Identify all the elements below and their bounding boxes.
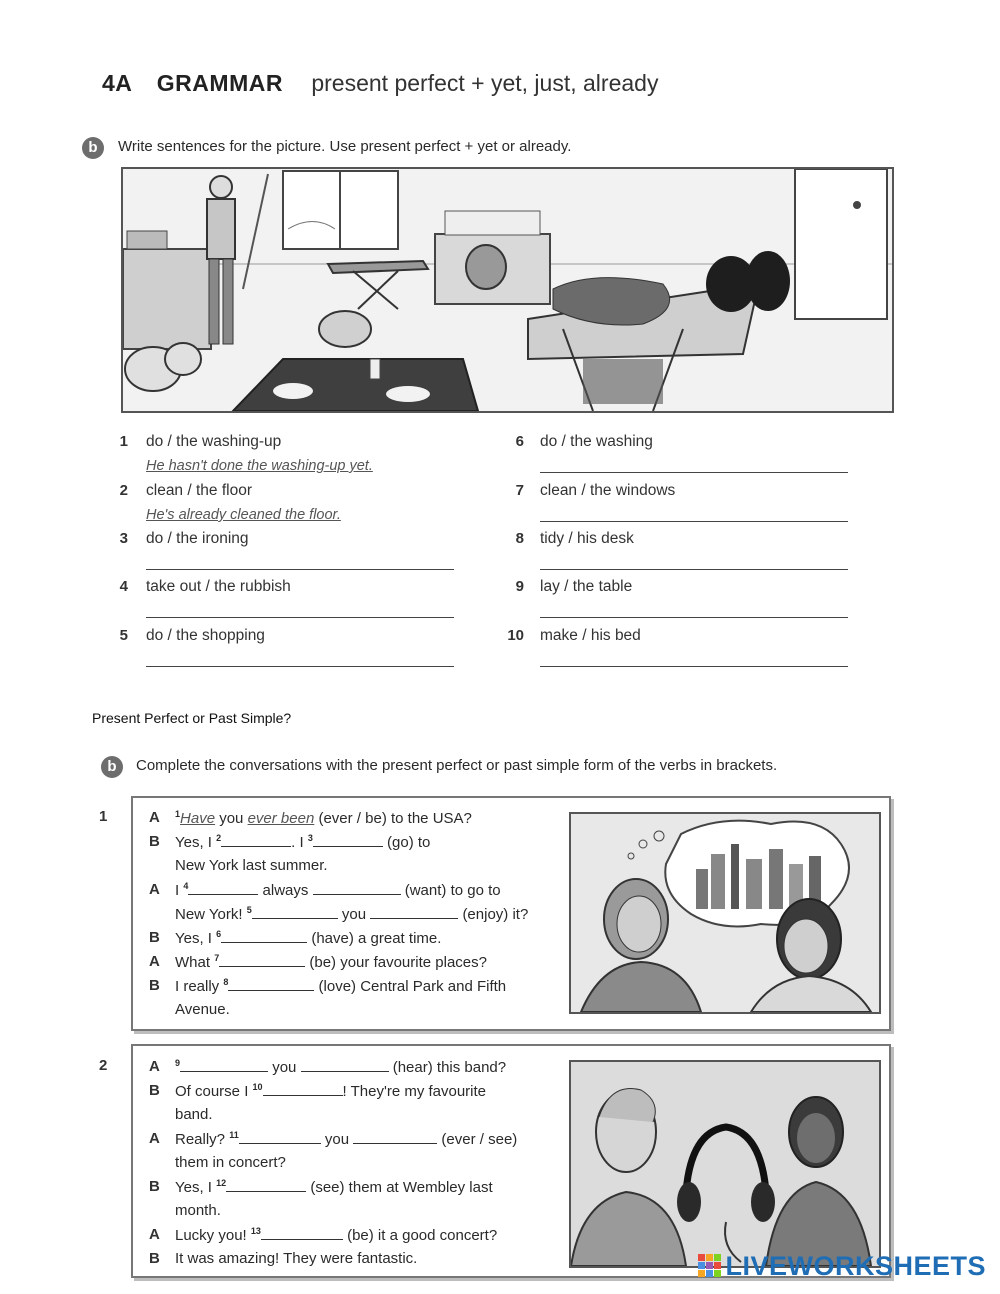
dialogue-text: Lucky you! xyxy=(175,1227,247,1244)
gap-number: 12 xyxy=(216,1178,227,1188)
blank-gap[interactable] xyxy=(221,833,291,847)
dialogue-text: Yes, I xyxy=(175,834,212,851)
unit-code: 4A xyxy=(102,70,133,96)
answer-line[interactable] xyxy=(146,569,454,570)
gap-number: 11 xyxy=(229,1130,239,1140)
dialogue-text: It was amazing! They were fantastic. xyxy=(175,1250,418,1267)
new-york-conversation-illustration xyxy=(569,812,881,1014)
dialogue-text: What xyxy=(175,954,211,971)
dialogue-line xyxy=(175,1082,486,1100)
dialogue-text: New York last summer. xyxy=(175,857,328,874)
blank-gap[interactable] xyxy=(219,953,305,967)
dialogue-line xyxy=(175,857,328,874)
liveworksheets-icon xyxy=(698,1254,722,1278)
exercise-instruction: Write sentences for the picture. Use present perfect + yet or already. xyxy=(118,138,572,155)
speaker-b: B xyxy=(149,1082,160,1099)
dialogue-line xyxy=(175,905,528,923)
gap-number: 10 xyxy=(252,1082,263,1092)
band-conversation-illustration xyxy=(569,1060,881,1268)
dialogue-line xyxy=(175,1202,221,1219)
answer-line[interactable] xyxy=(540,521,848,522)
speaker-a: A xyxy=(149,1226,160,1243)
speaker-b: B xyxy=(149,1178,160,1195)
conversation-number: 1 xyxy=(99,808,108,825)
item-number: 6 xyxy=(515,433,524,450)
speaker-b: B xyxy=(149,833,160,850)
blank-gap[interactable] xyxy=(221,929,307,943)
dialogue-line xyxy=(175,833,430,851)
item-number: 7 xyxy=(515,482,524,499)
dialogue-line xyxy=(175,1058,506,1076)
speaker-b: B xyxy=(149,929,160,946)
dialogue-text: (want) to go to xyxy=(404,882,501,899)
item-prompt: tidy / his desk xyxy=(540,530,634,547)
speaker-b: B xyxy=(149,977,160,994)
blank-gap[interactable] xyxy=(188,881,258,895)
messy-room-illustration xyxy=(121,167,894,413)
dialogue-text: (enjoy) it? xyxy=(462,906,529,923)
blank-gap[interactable] xyxy=(263,1082,343,1096)
dialogue-text: (love) Central Park and Fifth xyxy=(318,978,507,995)
dialogue-line xyxy=(175,881,501,899)
item-prompt: clean / the floor xyxy=(146,482,252,499)
dialogue-line xyxy=(175,1106,213,1123)
speaker-b: B xyxy=(149,1250,160,1267)
men-headphones-drawing xyxy=(571,1062,879,1266)
dialogue-text: (have) a great time. xyxy=(311,930,442,947)
speaker-a: A xyxy=(149,953,160,970)
item-number: 5 xyxy=(119,627,128,644)
answer-line[interactable] xyxy=(540,569,848,570)
blank-gap[interactable] xyxy=(301,1058,389,1072)
gap-number: 2 xyxy=(216,833,222,843)
dialogue-text: you xyxy=(324,1131,350,1148)
dialogue-text: (see) them at Wembley last xyxy=(310,1179,493,1196)
speaker-a: A xyxy=(149,1130,160,1147)
dialogue-text: Avenue. xyxy=(175,1001,230,1018)
blank-gap[interactable] xyxy=(252,905,338,919)
dialogue-text: New York! xyxy=(175,906,243,923)
dialogue-text: I xyxy=(175,882,180,899)
dialogue-line xyxy=(175,1178,493,1196)
dialogue-line xyxy=(175,809,472,827)
watermark-text: LIVEWORKSHEETS xyxy=(725,1251,986,1281)
dialogue-text: you xyxy=(219,810,244,827)
gap-number: 9 xyxy=(175,1058,181,1068)
blank-gap[interactable] xyxy=(180,1058,268,1072)
item-number: 2 xyxy=(119,482,128,499)
women-talking-drawing xyxy=(571,814,879,1012)
example-answer: He's already cleaned the floor. xyxy=(146,507,341,523)
blank-gap[interactable] xyxy=(261,1226,343,1240)
dialogue-text: month. xyxy=(175,1202,221,1219)
item-number: 9 xyxy=(515,578,524,595)
dialogue-text: (go) to xyxy=(387,834,431,851)
room-drawing xyxy=(123,169,892,411)
gap-number: 3 xyxy=(307,833,313,843)
exercise-badge: b xyxy=(101,756,123,778)
dialogue-text: you xyxy=(272,1059,297,1076)
dialogue-text: them in concert? xyxy=(175,1154,286,1171)
gap-number: 5 xyxy=(246,905,252,915)
item-number: 4 xyxy=(119,578,128,595)
dialogue-text: band. xyxy=(175,1106,213,1123)
speaker-a: A xyxy=(149,1058,160,1075)
exercise-instruction: Complete the conversations with the present perfect or past simple form of the verbs in brackets. xyxy=(136,757,778,774)
dialogue-line xyxy=(175,1226,497,1244)
dialogue-text: . I xyxy=(291,834,304,851)
section-subtitle: present perfect + yet, just, already xyxy=(311,70,659,96)
dialogue-line xyxy=(175,1130,517,1148)
item-prompt: do / the washing-up xyxy=(146,433,282,450)
page-title xyxy=(102,70,658,97)
blank-gap[interactable] xyxy=(370,905,458,919)
blank-gap[interactable] xyxy=(353,1130,437,1144)
dialogue-line xyxy=(175,953,487,971)
conversation-box-1 xyxy=(131,796,891,1031)
liveworksheets-logo xyxy=(698,1251,986,1282)
conversation-number: 2 xyxy=(99,1057,108,1074)
dialogue-line xyxy=(175,929,441,947)
blank-gap[interactable] xyxy=(313,881,401,895)
dialogue-text: (be) it a good concert? xyxy=(347,1227,498,1244)
dialogue-text: Yes, I xyxy=(175,930,212,947)
example-answer: He hasn't done the washing-up yet. xyxy=(146,458,373,474)
item-number: 3 xyxy=(119,530,128,547)
answer-line[interactable] xyxy=(146,617,454,618)
dialogue-line xyxy=(175,977,506,995)
gap-number: 7 xyxy=(214,953,220,963)
speaker-a: A xyxy=(149,881,160,898)
example-gap: Have xyxy=(180,810,216,827)
dialogue-text: Yes, I xyxy=(175,1179,212,1196)
item-prompt: clean / the windows xyxy=(540,482,676,499)
answer-line[interactable] xyxy=(540,472,848,473)
dialogue-line xyxy=(175,1001,230,1018)
dialogue-line xyxy=(175,1250,417,1267)
dialogue-text: ! They're my favourite xyxy=(342,1083,487,1100)
section-heading: GRAMMAR xyxy=(156,70,283,96)
blank-gap[interactable] xyxy=(313,833,383,847)
item-prompt: do / the ironing xyxy=(146,530,249,547)
dialogue-text: always xyxy=(262,882,309,899)
item-prompt: make / his bed xyxy=(540,627,641,644)
gap-number: 4 xyxy=(183,881,189,891)
section-title: Present Perfect or Past Simple? xyxy=(92,710,292,726)
item-prompt: do / the shopping xyxy=(146,627,265,644)
dialogue-text: (hear) this band? xyxy=(392,1059,507,1076)
blank-gap[interactable] xyxy=(228,977,314,991)
dialogue-text: I really xyxy=(175,978,220,995)
blank-gap[interactable] xyxy=(226,1178,306,1192)
conversation-box-2 xyxy=(131,1044,891,1278)
item-number: 8 xyxy=(515,530,524,547)
gap-number: 6 xyxy=(216,929,222,939)
dialogue-text: Of course I xyxy=(175,1083,249,1100)
dialogue-text: (ever / see) xyxy=(441,1131,518,1148)
example-gap: ever been xyxy=(247,810,315,827)
dialogue-text: you xyxy=(341,906,367,923)
item-number: 1 xyxy=(119,433,128,450)
item-prompt: do / the washing xyxy=(540,433,653,450)
answer-line[interactable] xyxy=(146,666,454,667)
speaker-a: A xyxy=(149,809,160,826)
dialogue-line xyxy=(175,1154,286,1171)
dialogue-text: Really? xyxy=(175,1131,226,1148)
item-prompt: take out / the rubbish xyxy=(146,578,291,595)
dialogue-text: (be) your favourite places? xyxy=(309,954,487,971)
gap-number: 13 xyxy=(250,1226,261,1236)
gap-number: 8 xyxy=(223,977,229,987)
answer-line[interactable] xyxy=(540,666,848,667)
blank-gap[interactable] xyxy=(239,1130,321,1144)
answer-line[interactable] xyxy=(540,617,848,618)
dialogue-text: (ever / be) to the USA? xyxy=(318,810,472,827)
exercise-badge: b xyxy=(82,137,104,159)
gap-number: 1 xyxy=(175,809,181,819)
item-prompt: lay / the table xyxy=(540,578,633,595)
item-number: 10 xyxy=(507,627,524,644)
